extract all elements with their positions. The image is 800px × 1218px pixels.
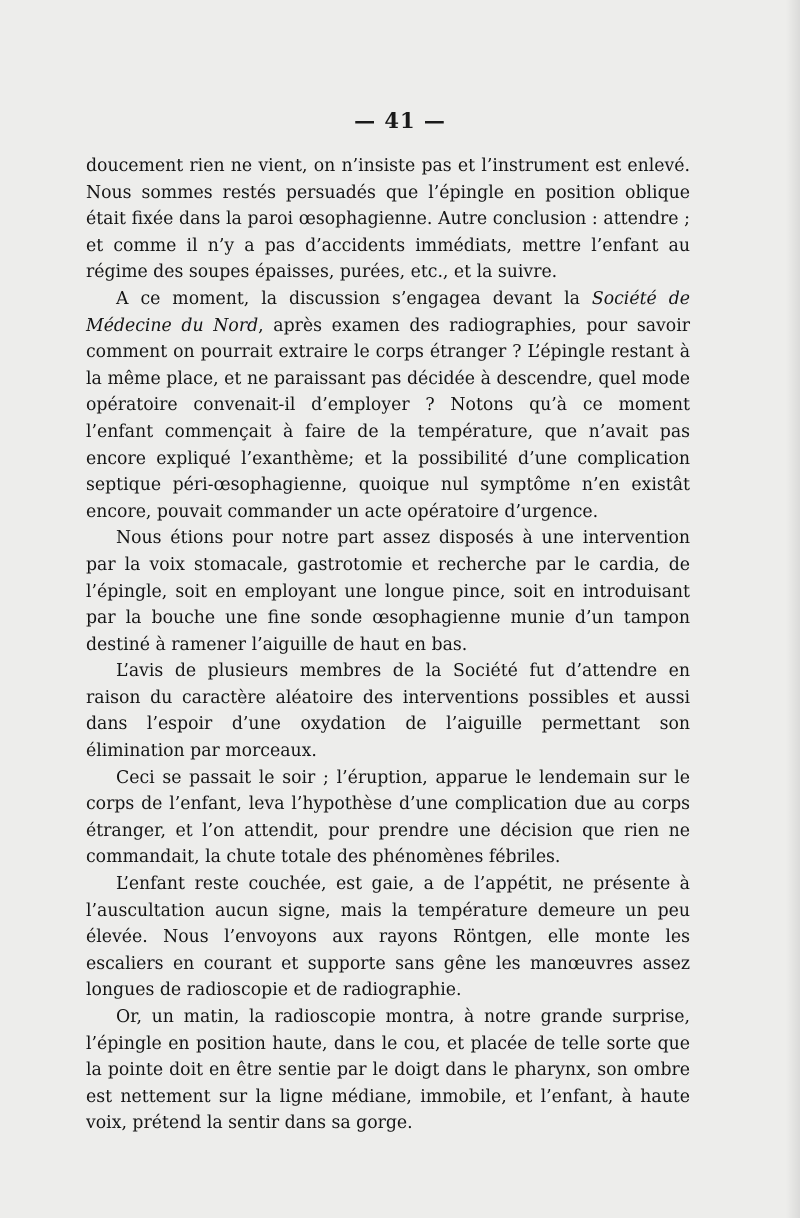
page-edge-shadow — [786, 0, 800, 1218]
paragraph-2-end: , après examen des radiographies, pour savoir comment on pourrait extraire le corps étranger ? L’épingle restant à la même place, et ne paraissant pas décidée à descendre, quel mode opératoire convenait-il d’employer ? Notons qu’à ce moment l’enfant commençait à faire de la température, que n’avait pas encore expliqué l’exanthème; et la possibilité d’une complication septique péri-œsophagienne, quoique nul symptôme n’en existât encore, pouvait commander un acte opératoire d’urgence. — [86, 315, 690, 522]
paragraph-3: Nous étions pour notre part assez disposés à une intervention par la voix stomacale, gastrotomie et recherche par le cardia, de l’épingle, soit en employant une longue pince, soit en introduisant par la bouche une fine sonde œsophagienne munie d’un tampon destiné à ramener l’aiguille de haut en bas. — [86, 528, 690, 655]
paragraph-4: L’avis de plusieurs membres de la Société fut d’attendre en raison du caractère aléatoire des interventions possibles et aussi dans l’espoir d’une oxydation de l’aiguille permettant son élimination par morceaux. — [86, 661, 690, 762]
paragraph-5: Ceci se passait le soir ; l’éruption, apparue le lendemain sur le corps de l’enfant, leva l’hypothèse d’une complication due au corps étranger, et l’on attendit, pour prendre une décision que rien ne commandait, la chute totale des phénomènes fébriles. — [86, 767, 690, 868]
body-text — [86, 153, 690, 1137]
paragraph-7: Or, un matin, la radioscopie montra, à notre grande surprise, l’épingle en position haute, dans le cou, et placée de telle sorte que la pointe doit en être sentie par le doigt dans le pharynx, son ombre est nettement sur la ligne médiane, immobile, et l’enfant, à haute voix, prétend la sentir dans sa gorge. — [86, 1007, 690, 1134]
paragraph-2-start: A ce moment, la discussion s’engagea devant la — [116, 288, 592, 309]
paragraph-2 — [86, 286, 690, 525]
page-number: — 41 — — [354, 108, 446, 133]
paragraph-1: doucement rien ne vient, on n’insiste pas et l’instrument est enlevé. Nous sommes restés persuadés que l’épingle en position oblique était fixée dans la paroi œsophagienne. Autre conclusion : attendre ; et comme il n’y a pas d’accidents immédiats, mettre l’enfant au régime des soupes épaisses, purées, etc., et la suivre. — [86, 156, 690, 283]
society-name: Société de Médecine du Nord — [86, 288, 690, 336]
paragraph-6: L’enfant reste couchée, est gaie, a de l’appétit, ne présente à l’auscultation aucun signe, mais la température demeure un peu élevée. Nous l’envoyons aux rayons Röntgen, elle monte les escaliers en courant et supporte sans gêne les manœuvres assez longues de radioscopie et de radiographie. — [86, 874, 690, 1001]
